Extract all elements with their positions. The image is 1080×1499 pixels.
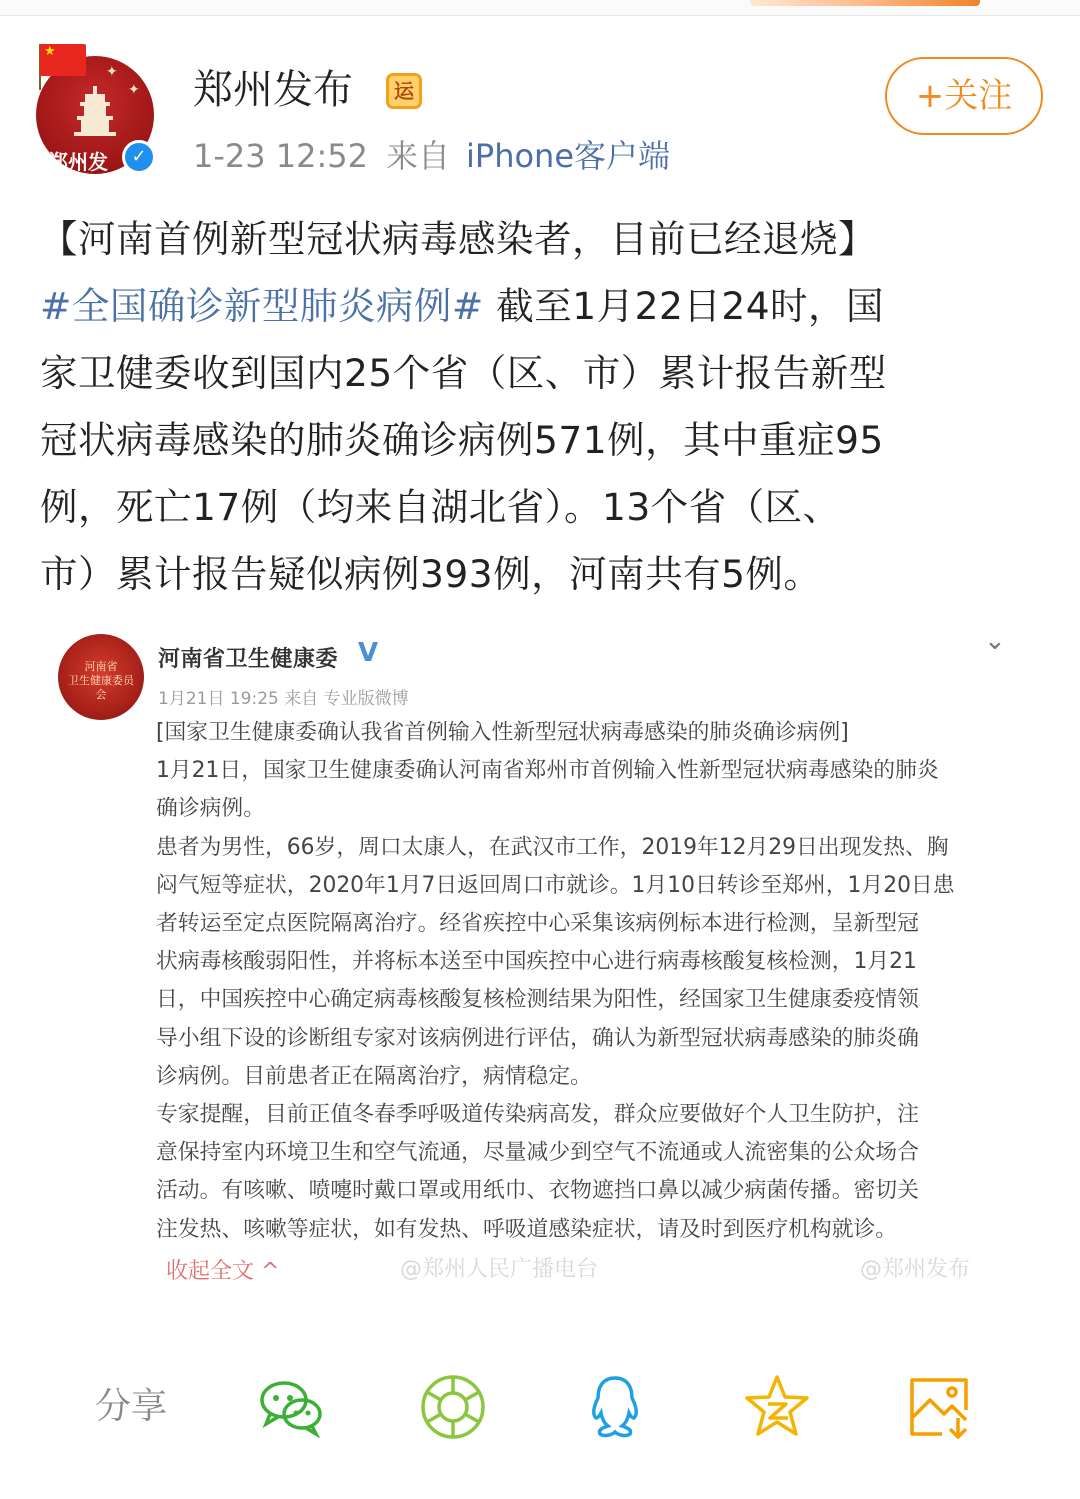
- qq-icon[interactable]: [580, 1372, 650, 1442]
- avatar-label: 郑州发: [48, 150, 108, 174]
- embed-line: 专家提醒，目前正值冬春季呼吸道传染病高发，群众应要做好个人卫生防护，注: [156, 1102, 919, 1128]
- post-body: [40, 206, 1050, 608]
- save-image-icon[interactable]: [904, 1372, 974, 1442]
- post-line-1-text: 截至1月22日24时，国: [483, 284, 885, 328]
- embed-avatar: 河南省 卫生健康委员会: [58, 634, 144, 720]
- level-badge[interactable]: 运: [386, 73, 422, 109]
- source-client[interactable]: iPhone客户端: [466, 137, 671, 175]
- embed-line: 者转运至定点医院隔离治疗。经省疾控中心采集该病例标本进行检测，呈新型冠: [156, 911, 919, 937]
- avatar[interactable]: [36, 44, 154, 176]
- embed-text: [156, 714, 1036, 1249]
- embed-line: 注发热、咳嗽等症状，如有发热、呼吸道感染症状，请及时到医疗机构就诊。: [156, 1216, 898, 1242]
- chevron-down-icon: ⌄: [984, 626, 1006, 656]
- verified-icon: ✓: [122, 140, 156, 174]
- embed-line: 导小组下设的诊断组专家对该病例进行评估，确认为新型冠状病毒感染的肺炎确: [156, 1025, 919, 1051]
- embed-line: 患者为男性，66岁，周口太康人，在武汉市工作，2019年12月29日出现发热、胸: [156, 834, 949, 860]
- embed-line: 状病毒核酸弱阳性，并将标本送至中国疾控中心进行病毒核酸复核检测，1月21: [156, 949, 917, 975]
- qzone-icon[interactable]: [742, 1372, 812, 1442]
- post-line-3: 冠状病毒感染的肺炎确诊病例571例，其中重症95: [40, 418, 884, 462]
- embed-verified-icon: V: [358, 638, 379, 668]
- embed-collapse-label: 收起全文 ^: [166, 1259, 280, 1284]
- post-time: 1-23 12:52: [193, 137, 369, 175]
- embed-author: 河南省卫生健康委: [158, 647, 339, 672]
- embed-watermark: @郑州人民广播电台: [400, 1257, 599, 1282]
- post-line-5: 市）累计报告疑似病例393例，河南共有5例。: [40, 552, 822, 596]
- bird-icon: ✦: [128, 82, 140, 98]
- embed-line: 意保持室内环境卫生和空气流通，尽量减少到空气不流通或人流密集的公众场合: [156, 1140, 919, 1166]
- follow-button[interactable]: +关注: [885, 57, 1043, 135]
- flag-icon: ★: [40, 44, 86, 76]
- top-accent: [750, 0, 980, 6]
- post-title: 【河南首例新型冠状病毒感染者，目前已经退烧】: [40, 217, 876, 261]
- post-line-2: 家卫健委收到国内25个省（区、市）累计报告新型: [40, 351, 887, 395]
- post-line-4: 例，死亡17例（均来自湖北省）。13个省（区、: [40, 485, 841, 529]
- bird-icon: ✦: [106, 64, 118, 80]
- wechat-icon[interactable]: [256, 1372, 326, 1442]
- embed-line: 日，中国疾控中心确定病毒核酸复核检测结果为阳性，经国家卫生健康委疫情领: [156, 987, 919, 1013]
- top-strip: [0, 0, 1080, 16]
- pavilion-icon: [74, 86, 116, 146]
- moments-icon[interactable]: [418, 1372, 488, 1442]
- embed-meta: 1月21日 19:25 来自 专业版微博: [158, 689, 409, 709]
- account-name[interactable]: 郑州发布: [193, 67, 353, 113]
- embed-line: 活动。有咳嗽、喷嚏时戴口罩或用纸巾、衣物遮挡口鼻以减少病菌传播。密切关: [156, 1178, 919, 1204]
- post-line-1: [40, 273, 1050, 340]
- embed-line: [国家卫生健康委确认我省首例输入性新型冠状病毒感染的肺炎确诊病例]: [156, 720, 849, 745]
- embedded-image[interactable]: [40, 612, 1042, 1312]
- source-prefix: 来自: [386, 137, 451, 175]
- embed-watermark: @郑州发布: [860, 1257, 971, 1282]
- embed-line: 诊病例。目前患者正在隔离治疗，病情稳定。: [156, 1063, 592, 1089]
- embed-line: 1月21日，国家卫生健康委确认河南省郑州市首例输入性新型冠状病毒感染的肺炎: [156, 758, 939, 784]
- embed-line: 闷气短等症状，2020年1月7日返回周口市就诊。1月10日转诊至郑州，1月20日患: [156, 872, 955, 898]
- share-label: 分享: [95, 1386, 168, 1427]
- embed-line: 确诊病例。: [156, 796, 265, 822]
- hashtag-link[interactable]: #全国确诊新型肺炎病例#: [40, 284, 484, 328]
